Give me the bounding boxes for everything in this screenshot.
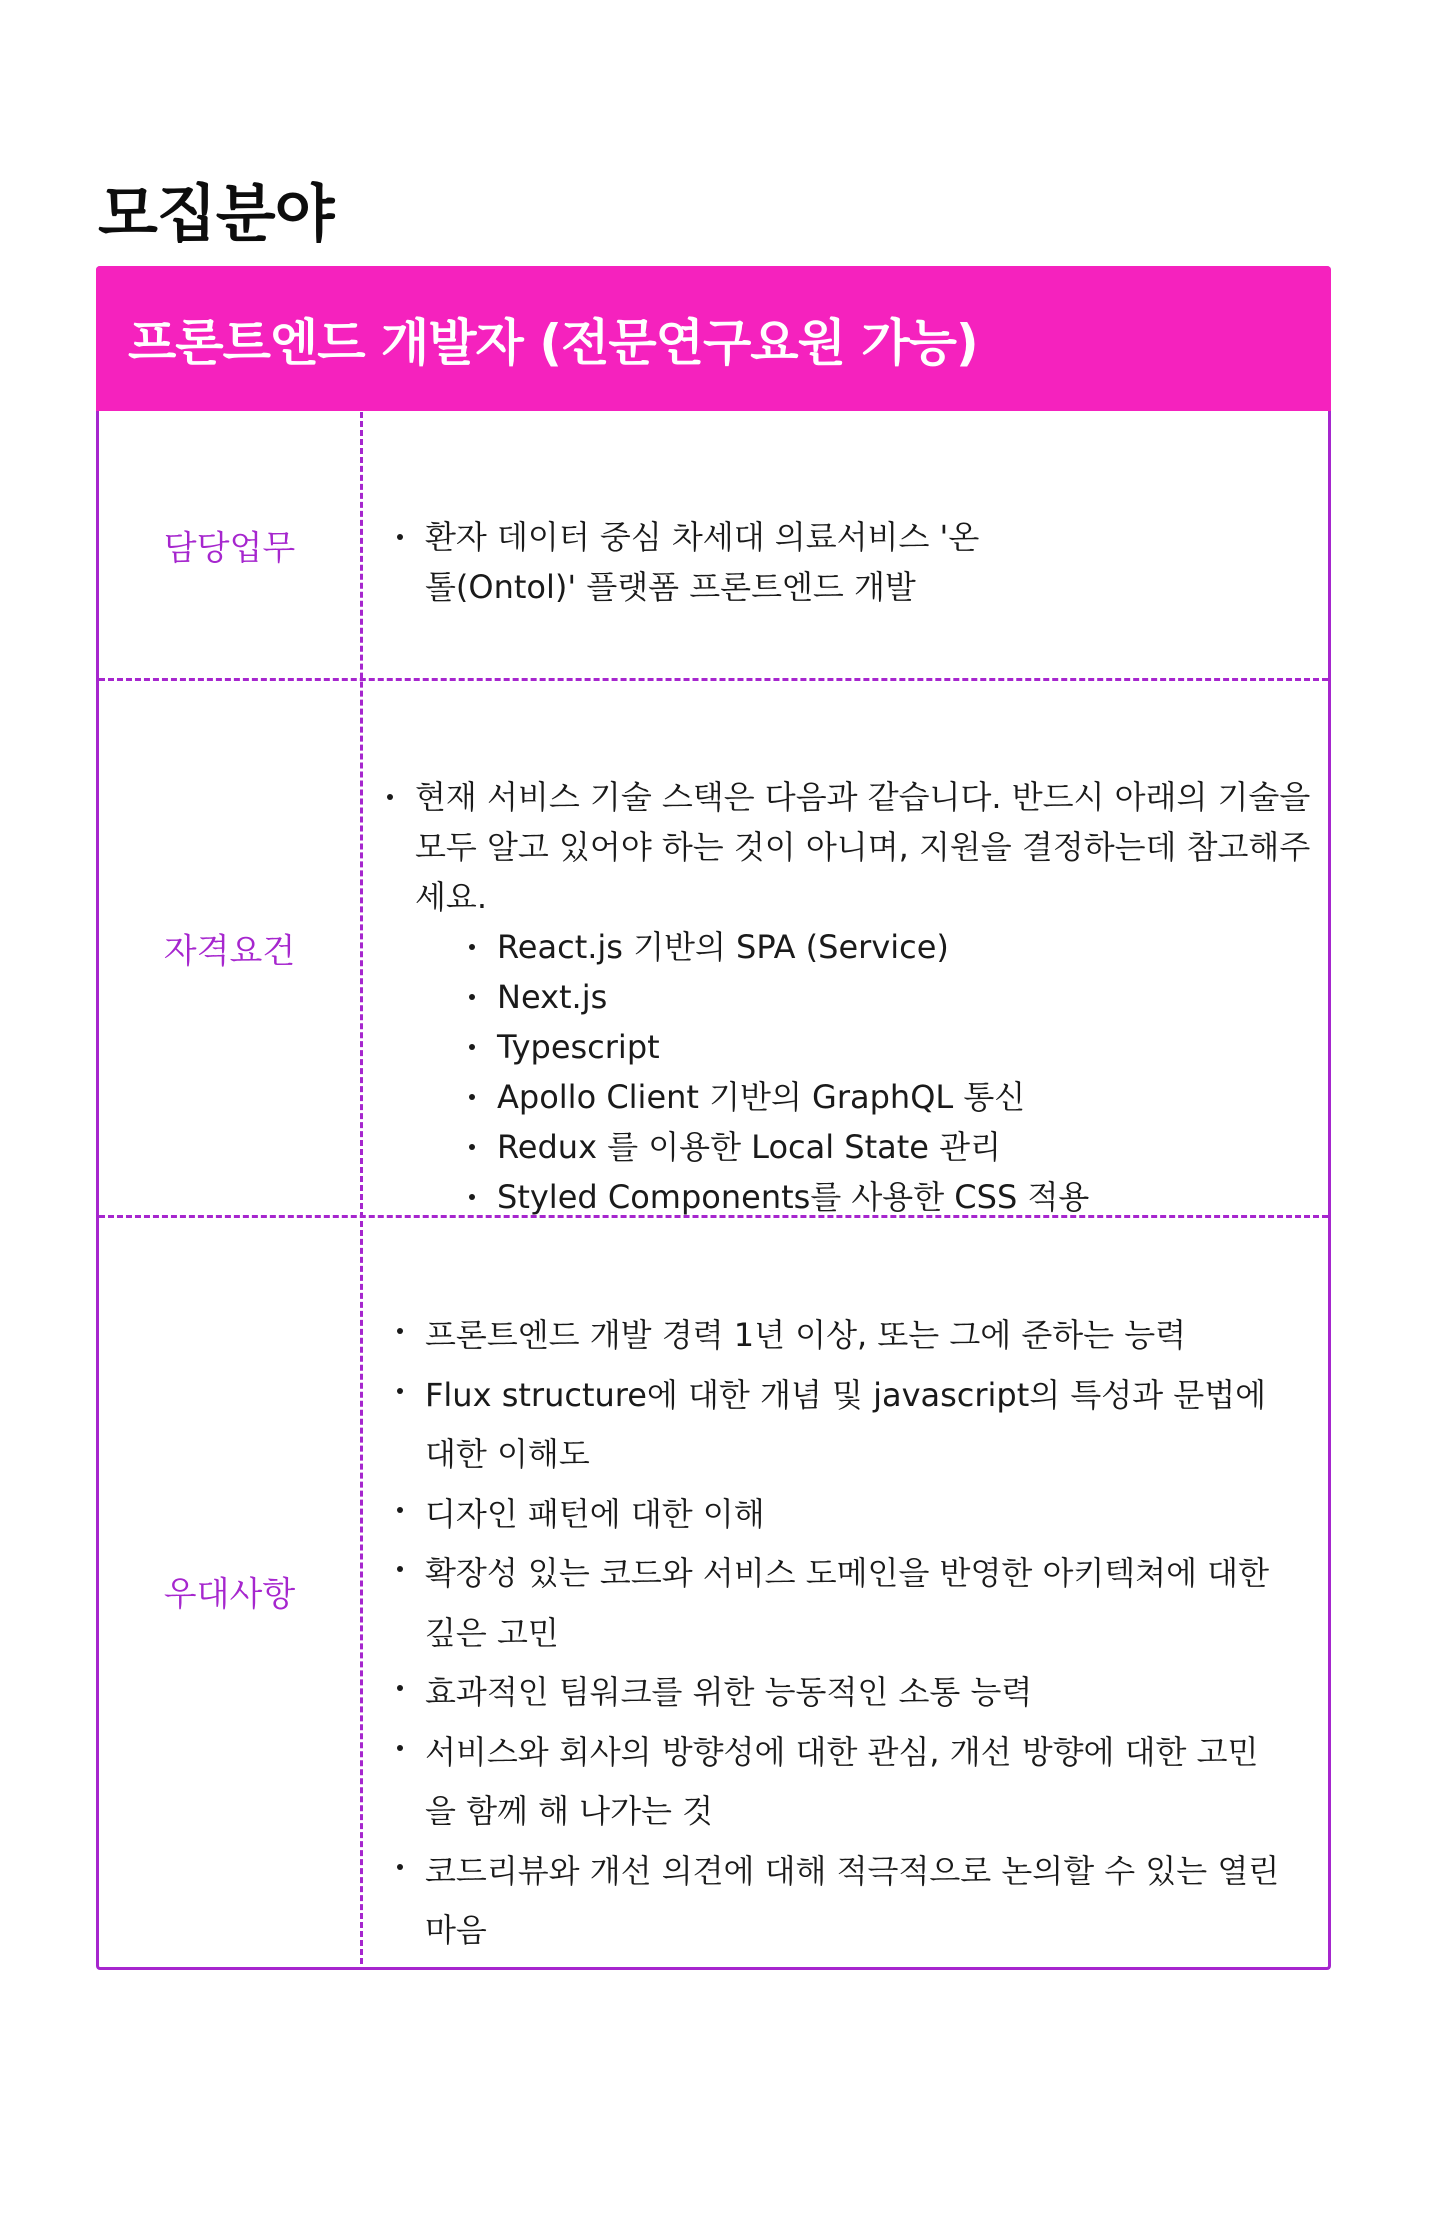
list-item-text: Apollo Client 기반의 GraphQL 통신 xyxy=(497,1078,1026,1116)
list-item-text: 환자 데이터 중심 차세대 의료서비스 '온톨(Ontol)' 플랫폼 프론트엔드 개발 xyxy=(425,518,980,606)
list-item xyxy=(455,972,1335,1022)
list-item-text: 코드리뷰와 개선 의견에 대해 적극적으로 논의할 수 있는 열린 마음 xyxy=(425,1851,1280,1949)
list-item xyxy=(455,1072,1335,1122)
list-item-text: Styled Components를 사용한 CSS 적용 xyxy=(497,1178,1090,1216)
list-item xyxy=(455,1172,1335,1222)
list-item-text: 현재 서비스 기술 스택은 다음과 같습니다. 반드시 아래의 기술을 모두 알고 있어야 하는 것이 아니며, 지원을 결정하는데 참고해주세요. xyxy=(415,778,1311,916)
row-duties xyxy=(99,412,1328,678)
row-body-requirements xyxy=(363,680,1328,1215)
position-title: 프론트엔드 개발자 (전문연구요원 가능) xyxy=(128,313,978,372)
row-label-preferred: 우대사항 xyxy=(163,1574,296,1614)
list-item-text: 서비스와 회사의 방향성에 대한 관심, 개선 방향에 대한 고민을 함께 해 나가는 것 xyxy=(425,1732,1259,1830)
card-header xyxy=(96,266,1331,411)
preferred-list xyxy=(383,1306,1283,1961)
list-item xyxy=(383,1723,1283,1842)
list-item xyxy=(373,772,1335,1222)
list-item xyxy=(383,1842,1283,1961)
list-item xyxy=(455,922,1335,972)
list-item-text: 프론트엔드 개발 경력 1년 이상, 또는 그에 준하는 능력 xyxy=(425,1316,1187,1354)
row-body-duties xyxy=(363,412,1328,678)
list-item-text: Redux 를 이용한 Local State 관리 xyxy=(497,1128,1001,1166)
list-item-text: 디자인 패턴에 대한 이해 xyxy=(425,1494,765,1533)
duties-list xyxy=(383,512,985,612)
list-item-text: 확장성 있는 코드와 서비스 도메인을 반영한 아키텍쳐에 대한 깊은 고민 xyxy=(425,1554,1270,1652)
list-item xyxy=(455,1022,1335,1072)
row-body-preferred xyxy=(363,1217,1328,1964)
requirements-list xyxy=(373,772,1335,1222)
list-item xyxy=(383,1485,1283,1545)
list-item xyxy=(383,512,985,612)
list-item-text: Typescript xyxy=(497,1028,660,1066)
list-item-text: 효과적인 팀워크를 위한 능동적인 소통 능력 xyxy=(425,1673,1033,1711)
list-item xyxy=(383,1544,1283,1663)
list-item-text: React.js 기반의 SPA (Service) xyxy=(497,928,949,966)
row-requirements xyxy=(99,680,1328,1215)
list-item-text: Flux structure에 대한 개념 및 javascript의 특성과 문법에 대한 이해도 xyxy=(425,1375,1267,1473)
list-item xyxy=(383,1366,1283,1485)
position-card xyxy=(96,266,1331,1970)
list-item xyxy=(383,1663,1283,1723)
list-item xyxy=(383,1306,1283,1366)
list-item xyxy=(455,1122,1335,1172)
section-title: 모집분야 xyxy=(98,177,334,250)
row-label-duties: 담당업무 xyxy=(163,528,296,569)
list-item-text: Next.js xyxy=(497,978,608,1016)
row-label-requirements: 자격요건 xyxy=(163,931,296,971)
tech-stack-list xyxy=(455,922,1335,1222)
row-preferred xyxy=(99,1217,1328,1964)
